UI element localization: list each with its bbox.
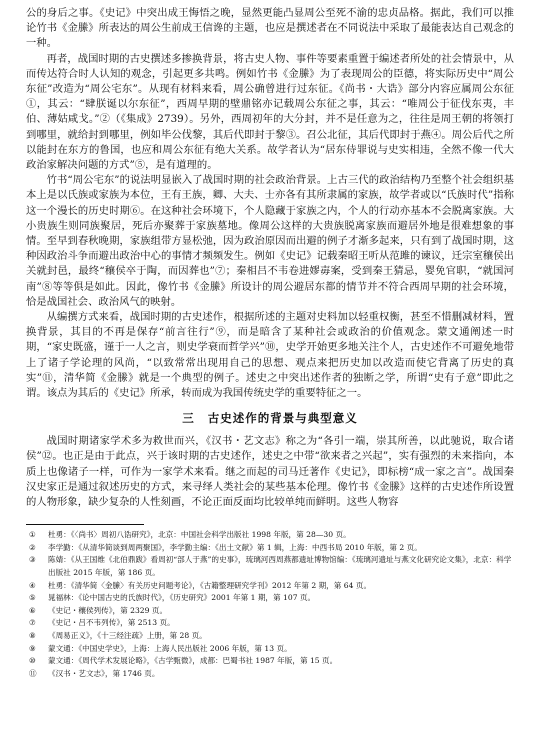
footnote bbox=[26, 542, 514, 555]
paragraph: 战国时期诸家学术多为救世而兴，《汉书・艺文志》称之为“各引一端，崇其所善，以此驰说，取合诸侯”⑫。也正是由于此点，兴于该时期的古史述作，述史之中带“欲来者之兴起”，实有强烈的未来指向，本质上也像诸子一样，可作为一家学术来看。继之而起的司马迁著作《史记》，即标榜“成一家之言”。战国秦汉史家正是通过叙述历史的方式，来寻绎人类社会的某些基本伦理。像竹书《金縢》这样的古史述作所设置的人物形象，缺少复杂的人性刻画，不论正面反面均比较单纯而鲜明。这些人物容 bbox=[26, 435, 514, 509]
footnote-text: 晁福林：《论中国古史的氏族时代》，《历史研究》2001 年第 1 期，第 107 页。 bbox=[48, 593, 316, 603]
footnote-mark: ② bbox=[29, 542, 36, 552]
section-title: 古史述作的背景与典型意义 bbox=[207, 411, 358, 426]
paragraph: 公的身后之事。《史记》中突出成王悔悟之晚，显然更能凸显周公至死不渝的忠贞品格。据此，我们可以推论竹书《金縢》所表达的周公生前成王信谗的主题，也应是撰述者在不同说法中采取了最能表达自己观念的一种。 bbox=[26, 7, 514, 50]
section-number: 三 bbox=[182, 411, 195, 426]
body-text bbox=[26, 6, 514, 401]
footnote-divider bbox=[26, 524, 144, 525]
footnote bbox=[26, 655, 514, 668]
footnote bbox=[26, 605, 514, 618]
footnote bbox=[26, 617, 514, 630]
footnote-text: 蒙文通：《周代学术发展论略》，《古学甄微》，成都：巴蜀书社 1987 年版，第 15 页。 bbox=[48, 656, 338, 666]
footnote bbox=[26, 668, 514, 681]
section-heading bbox=[26, 410, 514, 426]
footnote-mark: ⑤ bbox=[29, 593, 36, 603]
footnote-text: 《周易正义》，《十三经注疏》上册，第 28 页。 bbox=[48, 631, 207, 641]
footnote bbox=[26, 529, 514, 542]
footnote-text: 杜勇：《〈尚书〉周初八诰研究》，北京：中国社会科学出版社 1998 年版，第 28—30 页。 bbox=[48, 530, 351, 540]
paragraph: 再者，战国时期的古史撰述多掺换背景，将古史人物、事件等要素重置于编述者所处的社会情景中，从而传达符合时人认知的观念，引起更多共鸣。例如竹书《金縢》为了表现周公的臣德，将实际历史中“周公东征”改造为“周公宅东”。从现有材料来看，周公确曾进行过东征。《尚书・大诰》部分内容应属周公东征①，其云：“肆朕诞以尔东征”，西周早期的壁鼎铭亦记载周公东征之事，其云：“唯周公于征伐东夷，丰伯、薄姑咸戈。”②（《集成》2739）。另外，西周初年的大分封，并不是任意为之，往往是周王朝的将领打到哪里，就给封到哪里，例如毕公伐黎，其后代即封于黎③。召公北征，其后代即封于燕④。周公后代之所以能封在东方的鲁国，也应和周公东征有绝大关系。故学者认为“居东侍罪说与史实相违，全然不像一代大政治家解决问题的方式”⑤，是有道理的。 bbox=[26, 52, 514, 172]
footnote bbox=[26, 554, 514, 579]
footnote-mark: ⑨ bbox=[29, 643, 36, 653]
footnote bbox=[26, 643, 514, 656]
footnote bbox=[26, 580, 514, 593]
footnote-mark: ⑥ bbox=[29, 605, 36, 615]
paragraph: 竹书“周公宅东”的说法明显嵌入了战国时期的社会政治背景。上古三代的政治结构乃至整个社会组织基本上是以氏族或家族为本位，王有王族，卿、大夫、士亦各有其所隶属的家族，故学者或以“氏族时代”指称这一个漫长的历史时期⑥。在这种社会环境下，个人隐藏于家族之内，个人的行动亦基本不会脱离家族。大小贵族生则同族聚居，死后亦聚葬于家族墓地。像周公这样的大贵族脱离家族而避居外地是很难想象的事情。至早到春秋晚期，家族组带方显松弛，因为政治原因而出避的例子才渐多起来，只有到了战国时期，这种因政治斗争而避出政治中心的事情才频频发生。例如《史记》记载秦昭王听从范雎的谏议，迁宗室穰侯出关就封邑，最终“穰侯卒于陶，而因葬也”⑦；秦相吕不韦卷进嫪毐案，受到秦王猜忌，婴免官职，“就国河南”⑧等等俱是如此。因此，像竹书《金縢》所设计的周公避居东都的情节并不符合西周早期的社会环境，恰是战国社会、政治风气的映射。 bbox=[26, 174, 514, 308]
footnote-mark: ⑦ bbox=[29, 618, 36, 628]
footnote-text: 《史记・吕不韦列传》，第 2513 页。 bbox=[48, 618, 175, 628]
footnote bbox=[26, 592, 514, 605]
paragraph: 从编撰方式来看，战国时期的古史述作，根据所述的主题对史料加以轻重权衡，甚至不惜删减材料，置换背景，其目的不再是保存“前言往行”⑨，而是暗含了某种社会或政治的价值观念。蒙文通阐述一时期，“家史既盛，谨于一人之言，则史学衰而哲学兴”⑩，史学开始更多地关注个人，古史述作不可避免地带上了诸子学论理的风尚，“以致常常出现用自己的思想、观点来把历史加以改造而使它背离了历史的真实”⑪，清华简《金縢》就是一个典型的例子。述史之中突出述作者的独断之学，所谓“史有子意”即此之谓。该点为其后的《史记》所承，转而成为我国传统史学的重要特征之一。 bbox=[26, 311, 514, 400]
footnote-text: 《史记・穰侯列传》，第 2329 页。 bbox=[48, 605, 168, 615]
footnote-mark: ⑩ bbox=[29, 656, 36, 666]
footnote-mark: ① bbox=[29, 530, 36, 540]
footnote bbox=[26, 630, 514, 643]
footnote-mark: ⑧ bbox=[29, 631, 36, 641]
footnote-mark: ⑪ bbox=[29, 668, 37, 678]
footnote-text: 李学勤：《从清华简谈到周两聚国》，李学勤主编：《出土文献》第 1 辑，上海：中西书局 2010 年版，第 2 页。 bbox=[48, 542, 422, 552]
footnote-text: 《汉书・艺文志》，第 1746 页。 bbox=[48, 668, 160, 678]
footnotes-list bbox=[26, 529, 514, 680]
footnote-mark: ③ bbox=[29, 555, 36, 565]
footnote-mark: ④ bbox=[29, 580, 36, 590]
body-text-continued bbox=[26, 434, 514, 510]
footnote-text: 蒙文通：《中国史学史》，上海：上海人民出版社 2006 年版，第 13 页。 bbox=[48, 643, 292, 653]
footnote-text: 杜勇：《清华简〈金縢〉有关历史问题考论》，《古籍整理研究学刊》2012 年第 2 期，第 64 页。 bbox=[48, 580, 372, 590]
footnote-text: 陈婧：《从王国维《北伯鼎跋》看周初“部人于燕”的史事》，琉璃河西周燕都遗址博物馆编：《琉璃河遗址与燕文化研究论文集》，北京：科学出版社 2015 年版，第 186 页。 bbox=[48, 555, 512, 578]
